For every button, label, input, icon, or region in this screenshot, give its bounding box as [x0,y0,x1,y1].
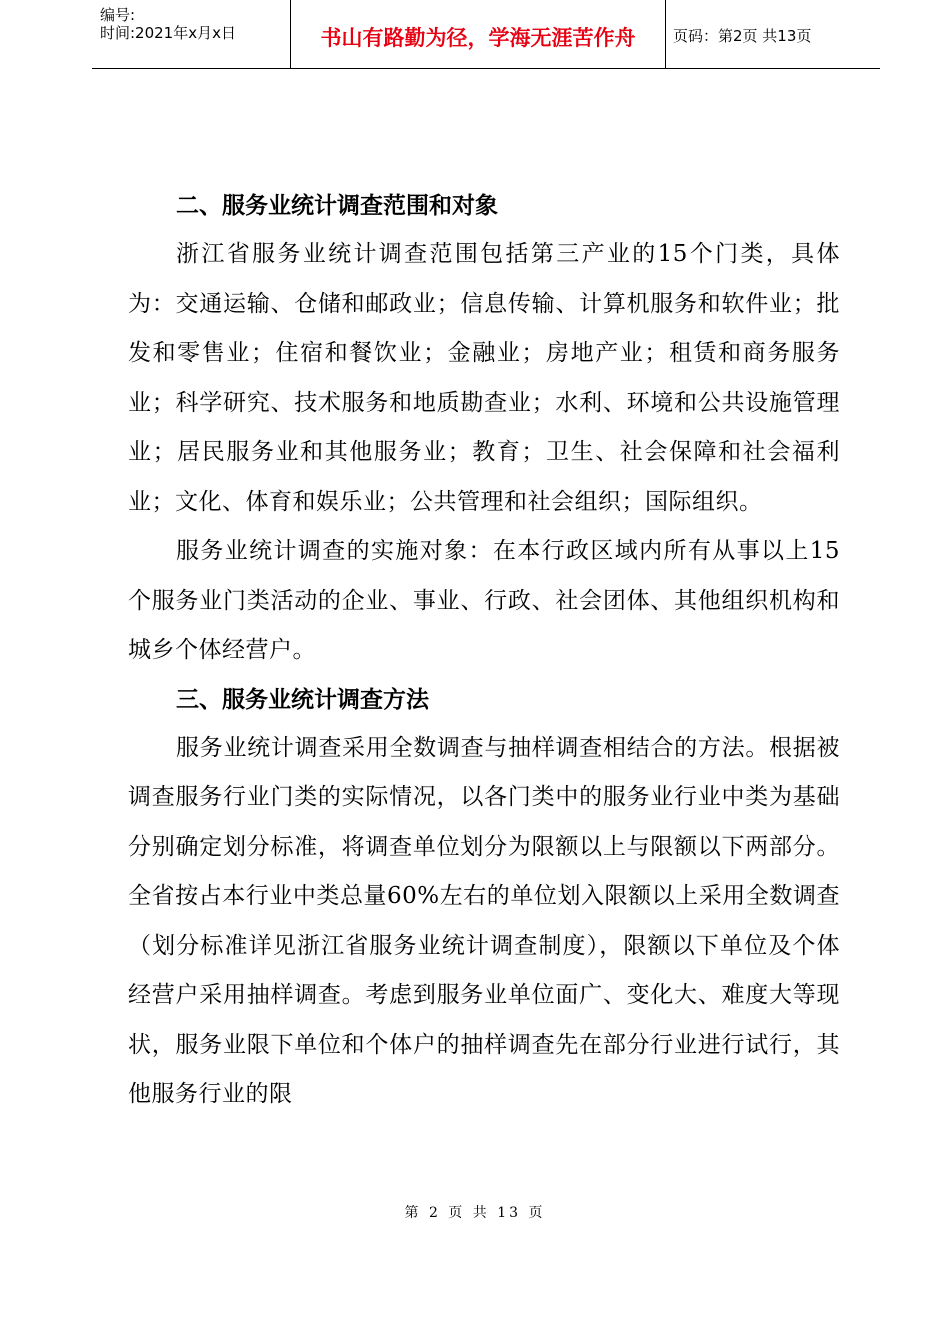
document-time-label: 时间:2021年x月x日 [100,24,236,42]
section-heading-scope: 二、服务业统计调查范围和对象 [176,193,498,219]
header-motto: 书山有路勤为径，学海无涯苦作舟 [320,26,636,50]
document-number-label: 编号: [100,6,136,24]
header-page-number: 页码：第2页 共13页 [673,27,812,45]
paragraph-targets: 服务业统计调查的实施对象：在本行政区域内所有从事以上15个服务业门类活动的企业、事业、行政、社会团体、其他组织机构和城乡个体经营户。 [128,538,840,663]
paragraph-scope: 浙江省服务业统计调查范围包括第三产业的15个门类，具体为：交通运输、仓储和邮政业；信息传输、计算机服务和软件业；批发和零售业；住宿和餐饮业；金融业；房地产业；租赁和商务服务业；科学研究、技术服务和地质勘查业；水利、环境和公共设施管理业；居民服务业和其他服务业；教育；卫生、社会保障和社会福利业；文化、体育和娱乐业；公共管理和社会组织；国际组织。 [128,241,840,515]
header-motto-cell [290,0,666,68]
header-meta-cell [92,0,290,68]
page-header [92,0,880,69]
section-heading-method: 三、服务业统计调查方法 [176,686,429,713]
paragraph-method: 服务业统计调查采用全数调查与抽样调查相结合的方法。根据被调查服务行业门类的实际情况，以各门类中的服务业行业中类为基础分别确定划分标准，将调查单位划分为限额以上与限额以下两部分。全省按占本行业中类总量60%左右的单位划入限额以上采用全数调查（划分标准详见浙江省服务业统计调查制度），限额以下单位及个体经营户采用抽样调查。考虑到服务业单位面广、变化大、难度大等现状，服务业限下单位和个体户的抽样调查先在部分行业进行试行，其他服务行业的限 [128,734,840,1107]
document-body [128,182,840,1120]
page-footer: 第 2 页 共 13 页 [404,1205,546,1221]
header-page-cell [665,0,880,68]
